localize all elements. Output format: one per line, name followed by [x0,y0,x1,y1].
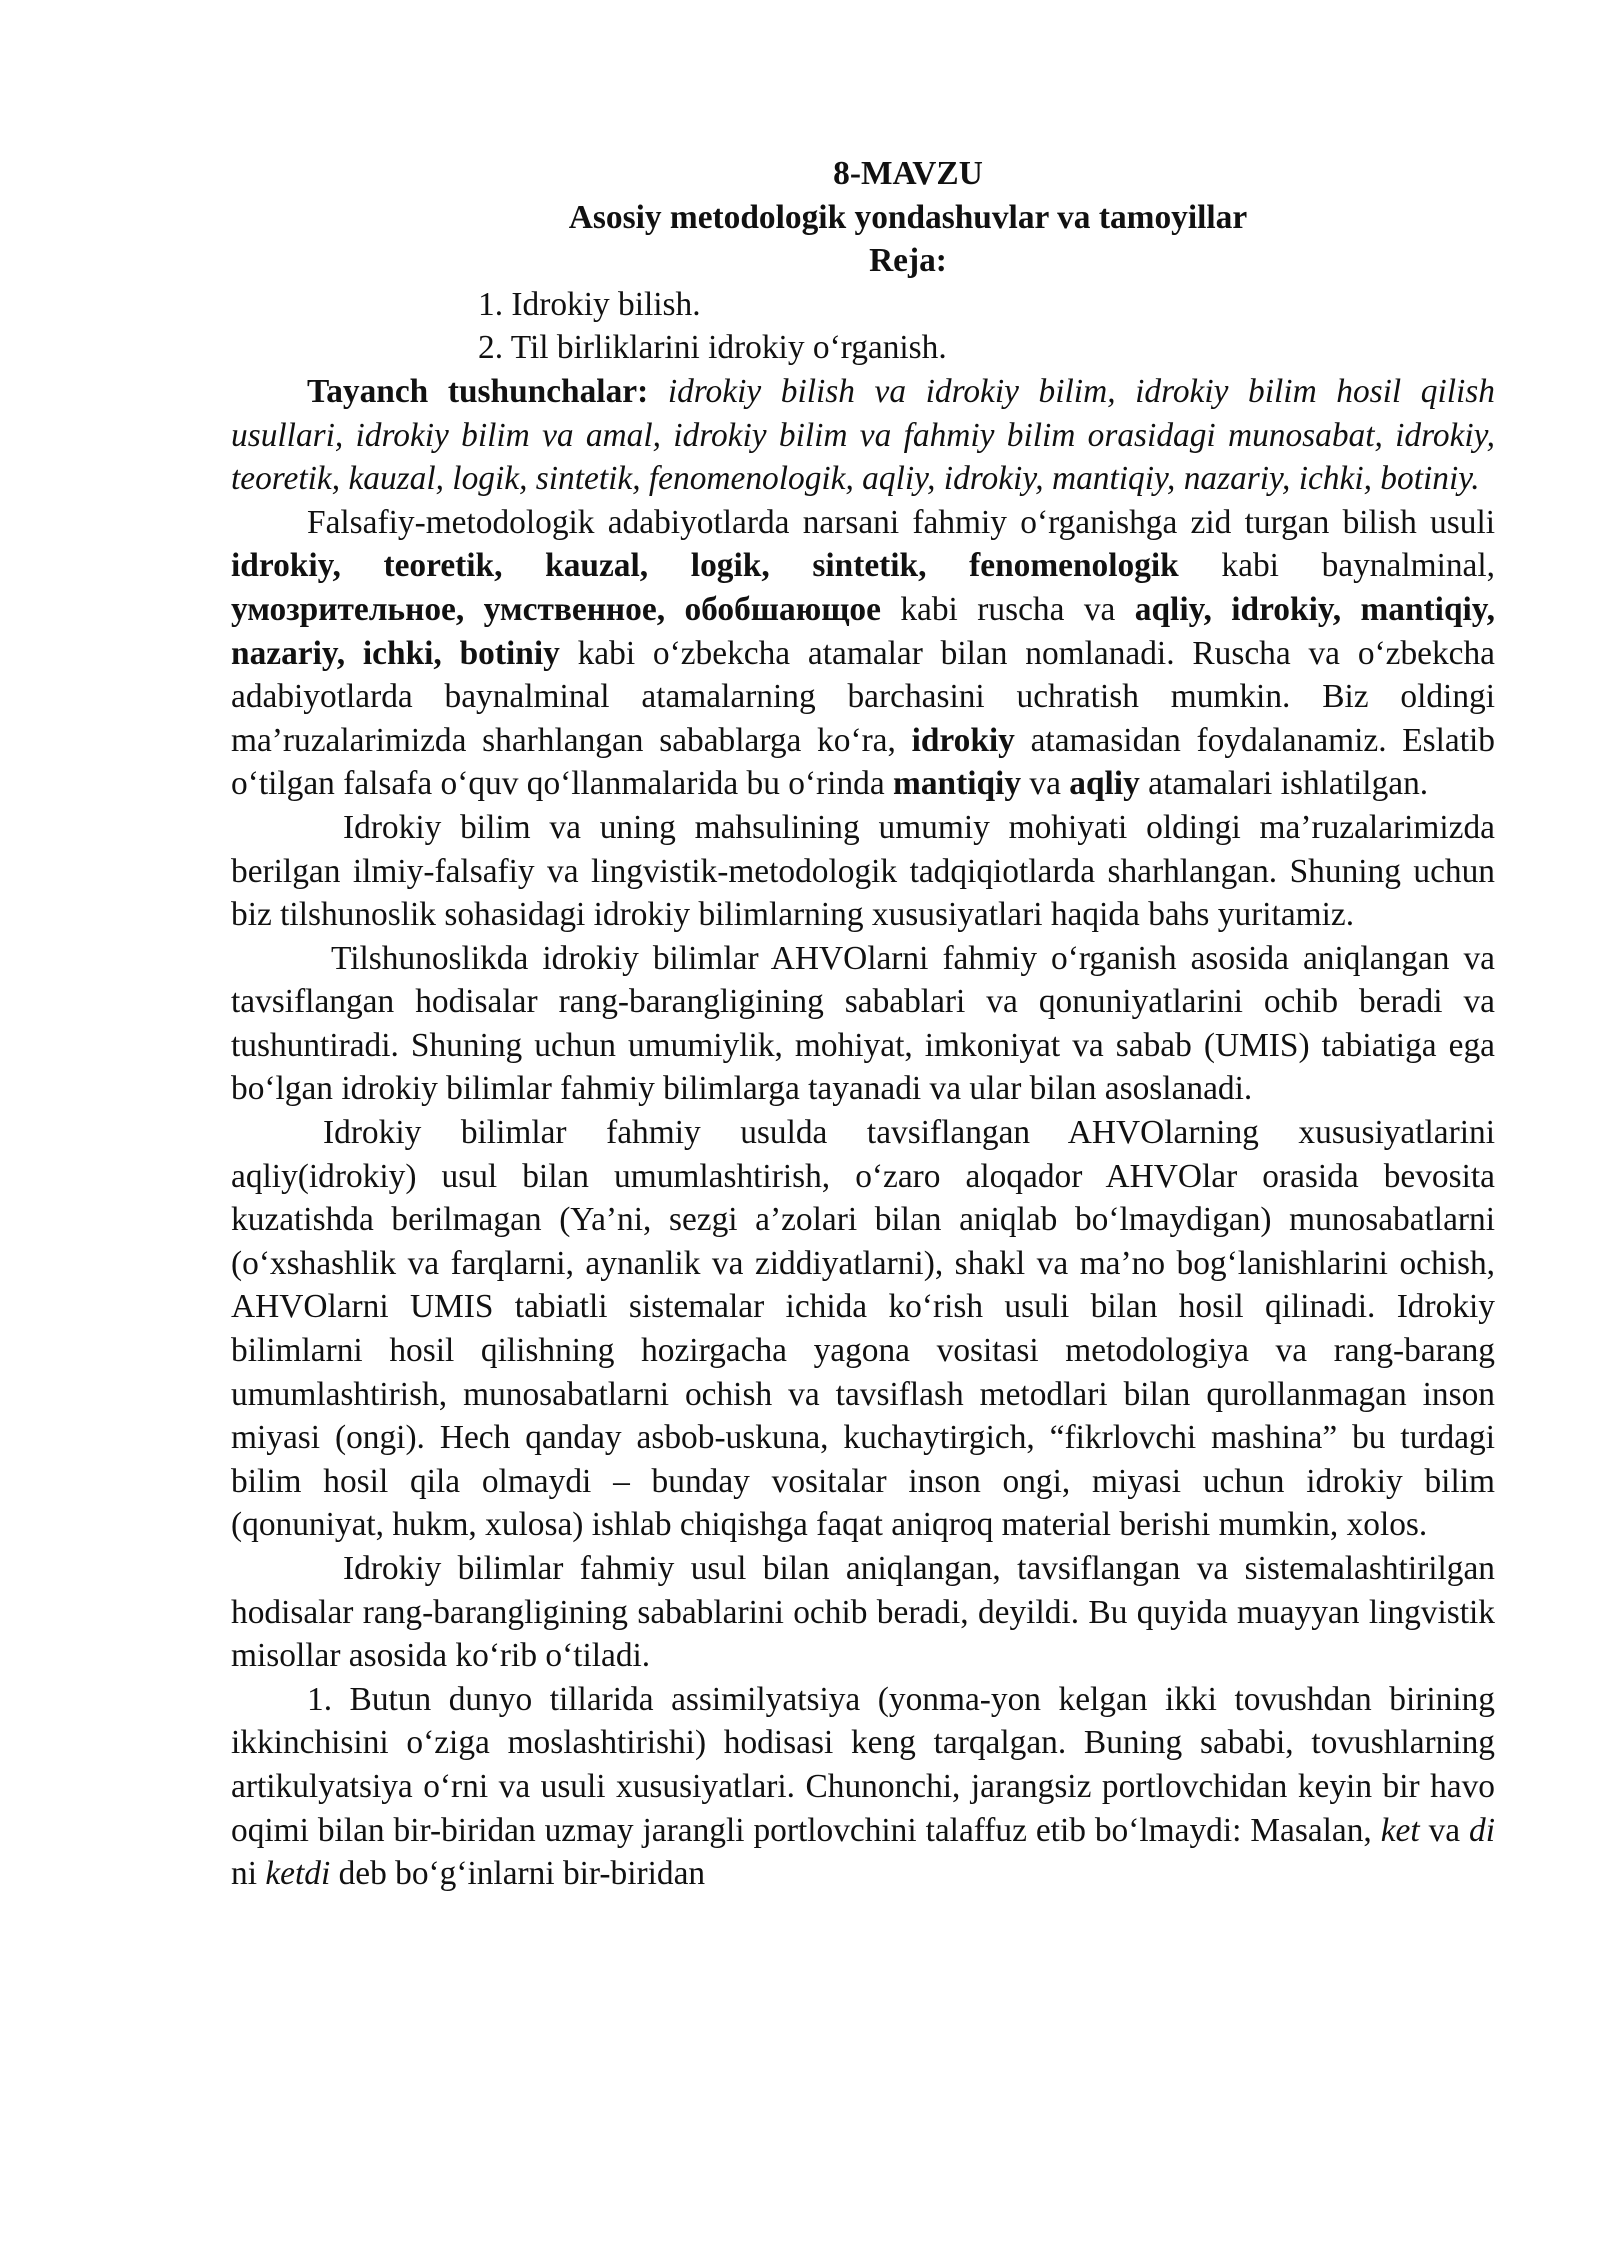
paragraph-tilshunoslik: Tilshunoslikda idrokiy bilimlar AHVOlarni fahmiy o‘rganish asosida aniqlangan va tavsiflangan hodisalar rang-barangligining sabablari va qonuniyatlarini ochib beradi va tushuntiradi. Shuning uchun umumiylik, mohiyat, imkoniyat va sabab (UMIS) tabiatiga ega bo‘lgan idrokiy bilimlar fahmiy bilimlarga tayanadi va ular bilan asoslanadi. [231,939,1495,1108]
italic-example: ket [1380,1811,1420,1849]
bold-term: aqliy [1069,765,1140,803]
plan-item: 1. Idrokiy bilish. [478,285,701,323]
text-run: kabi o‘zbekcha atamalar bilan nomlanadi. Ruscha va o‘zbekcha adabiyotlarda baynalminal atamalarning barchasini uchratish mumkin. Biz oldingi ma’ruzalarimizda sharhlangan sabablarga ko‘ra, [231,634,1496,759]
paragraph-idrokiy-bilim: Idrokiy bilim va uning mahsulining umumiy mohiyati oldingi ma’ruzalarimizda berilgan ilmiy-falsafiy va lingvistik-metodologik tadqiqiotlarda sharhlangan. Shuning uchun biz tilshunoslik sohasidagi idrokiy bilimlarning xususiyatlari haqida bahs yuritamiz. [231,808,1495,934]
text-run: va [1021,765,1070,803]
italic-example: di [1469,1811,1496,1849]
document-page [231,152,1495,1896]
text-run: atamasidan foydalanamiz. Eslatib o‘tilgan falsafa o‘quv qo‘llanmalarida bu o‘rinda [231,721,1496,803]
plan-list [231,283,1495,370]
text-run: va [1419,1811,1470,1849]
text-run: kabi ruscha va [880,590,1135,628]
bold-term: aqliy, idrokiy, mantiqiy, nazariy, ichki, botiniy [231,590,1496,672]
paragraph-terms [231,501,1495,806]
bold-term: mantiqiy [893,765,1022,803]
plan-item: 2. Til birliklarini idrokiy o‘rganish. [478,329,947,367]
text-run: kabi baynalminal, [1178,547,1495,585]
topic-number: 8-MAVZU [833,155,983,192]
bold-term: умозрительное, умственное, обобшающое [231,590,881,628]
paragraph-sabablar: Idrokiy bilimlar fahmiy usul bilan aniqlangan, tavsiflangan va sistemalashtirilgan hodisalar rang-barangligining sabablarini ochib beradi, deyildi. Bu quyida muayyan lingvistik misollar asosida ko‘rib o‘tiladi. [231,1550,1495,1675]
paragraph-assimilyatsiya [231,1678,1495,1896]
bold-term: idrokiy, teoretik, kauzal, logik, sintetik, fenomenologik [231,547,1179,585]
plan-label: Reja: [869,242,947,280]
key-terms-label: Tayanch tushunchalar: [307,372,649,410]
paragraph-umumlashtirish: Idrokiy bilimlar fahmiy usulda tavsiflangan AHVOlarning xususiyatlarini aqliy(idrokiy) usul bilan umumlashtirish, o‘zaro aloqador AHVOlar orasida bevosita kuzatishda berilmagan (Ya’ni, sezgi a’zolari bilan aniqlab bo‘lmaydigan) munosabatlarni (o‘xshashlik va farqlarni, aynanlik va ziddiyatlarni), shakl va ma’no bog‘lanishlarini ochish, AHVOlarni UMIS tabiatli sistemalar ichida ko‘rish usuli bilan hosil qilinadi. Idrokiy bilimlarni hosil qilishning hozirgacha yagona vositasi metodologiya va rang-barang umumlashtirish, munosabatlarni ochish va tavsiflash metodlari bilan qurollanmagan inson miyasi (ongi). Hech qanday asbob-uskuna, kuchaytirgich, “fikrlovchi mashina” bu turdagi bilim hosil qila olmaydi – bunday vositalar inson ongi, miyasi uchun idrokiy bilim (qonuniyat, hukm, xulosa) ishlab chiqishga faqat aniqroq material berishi mumkin, xolos. [231,1114,1495,1544]
text-run: Falsafiy-metodologik adabiyotlarda narsani fahmiy o‘rganishga zid turgan bilish usuli [307,503,1495,541]
topic-title: Asosiy metodologik yondashuvlar va tamoyillar [568,198,1248,236]
text-run: ni [231,1855,266,1893]
text-run: deb bo‘g‘inlarni bir-biridan [330,1855,706,1893]
key-terms-text: idrokiy bilish va idrokiy bilim, idrokiy bilim hosil qilish usullari, idrokiy bilim va amal, idrokiy bilim va fahmiy bilim orasidagi munosabat, idrokiy, teoretik, kauzal, logik, sintetik, fenomenologik, aqliy, idrokiy, mantiqiy, nazariy, ichki, botiniy. [231,372,1495,498]
key-terms-paragraph [231,370,1495,501]
text-run: atamalari ishlatilgan. [1139,765,1429,803]
italic-example: ketdi [265,1855,331,1893]
bold-term: idrokiy [911,721,1015,759]
text-run: 1. Butun dunyo tillarida assimilyatsiya (yonma-yon kelgan ikki tovushdan birining ikkinchisini o‘ziga moslashtirishi) hodisasi keng tarqalgan. Buning sababi, tovushlarning artikulyatsiya o‘rni va usuli xususiyatlari. Chunonchi, jarangsiz portlovchidan keyin bir havo oqimi bilan bir-biridan uzmay jarangli portlovchini talaffuz etib bo‘lmaydi: Masalan, [231,1680,1495,1849]
